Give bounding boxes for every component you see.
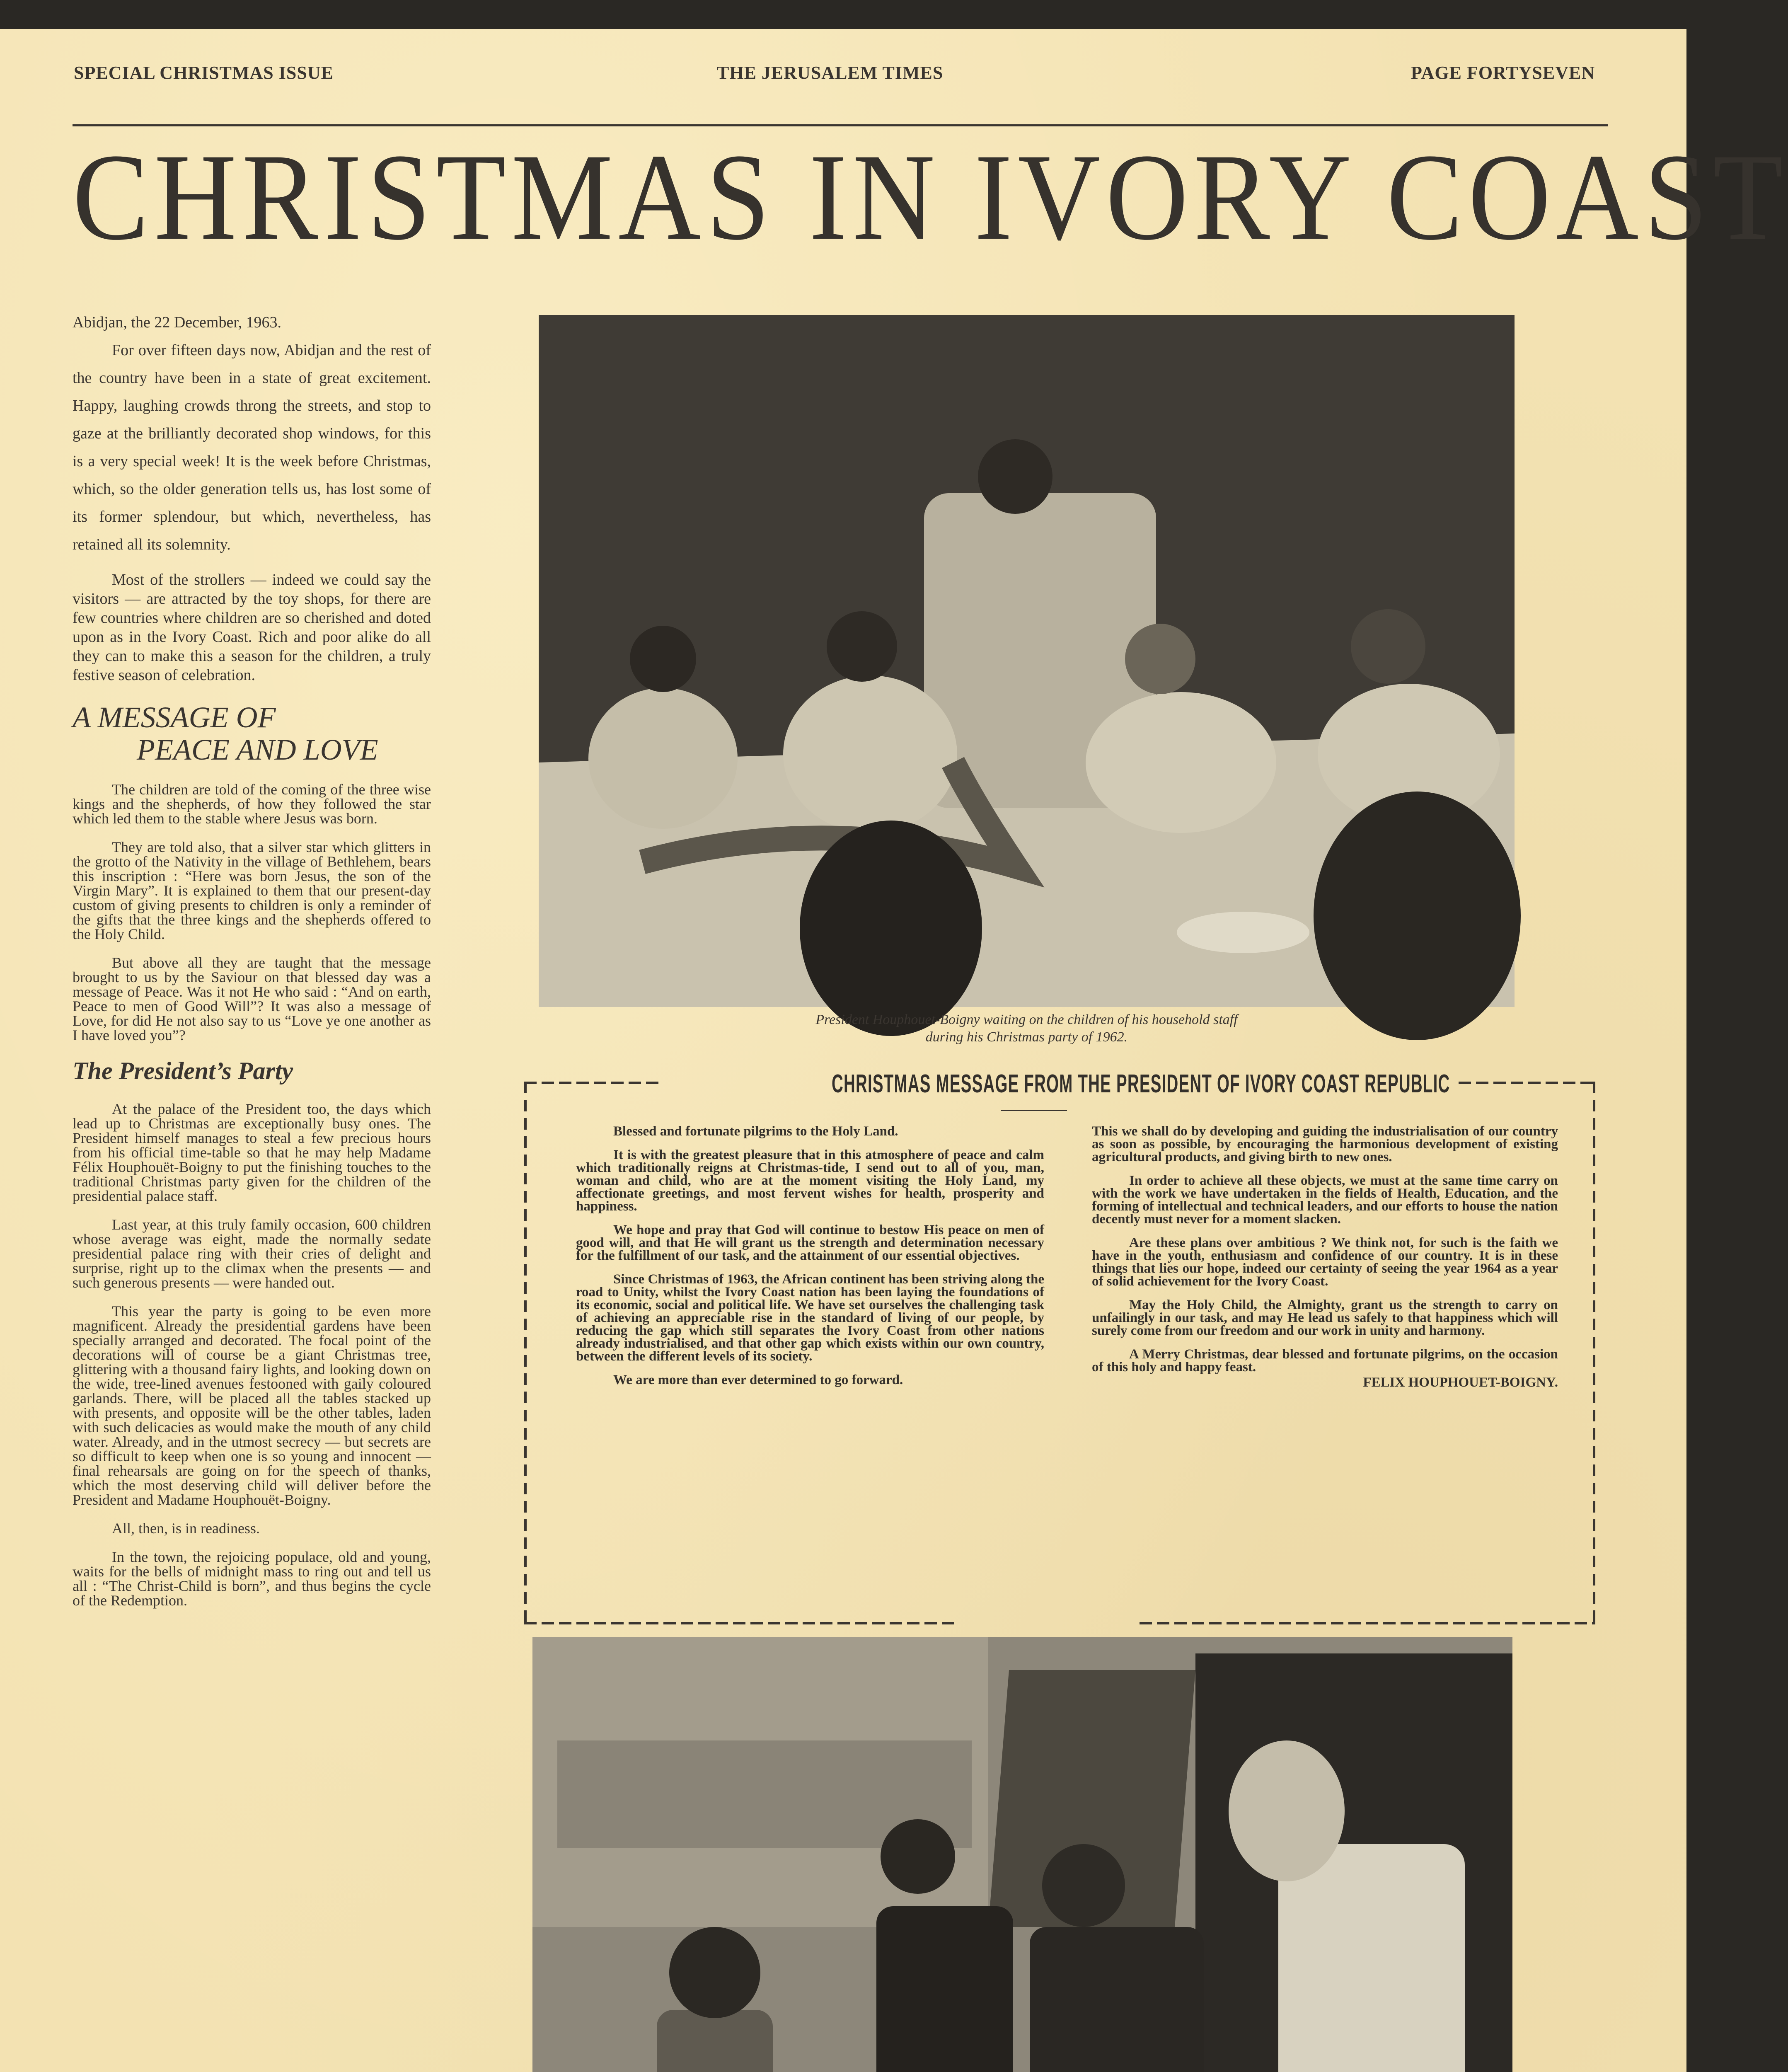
section-heading-presidents-party: The President’s Party <box>73 1057 293 1084</box>
article-intro <box>73 309 431 685</box>
photo-dinner-party-caption <box>539 1011 1515 1046</box>
photo-dinner-party <box>539 315 1515 1007</box>
section-peace-love-body <box>73 782 431 1043</box>
message-paragraph: A Merry Christmas, dear blessed and fortunate pilgrims, on the occasion of this holy and happy feast. <box>1092 1347 1558 1375</box>
box-border-bottom-left <box>524 1622 955 1624</box>
message-paragraph: May the Holy Child, the Almighty, grant us the strength to carry on unfailingly in our task, and may He lead us safely to that happiness which will surely come from our freedom and our work in unity and harmony. <box>1092 1297 1558 1338</box>
box-border-bottom-right <box>1140 1622 1595 1624</box>
article-paragraph: At the palace of the President too, the days which lead up to Christmas are exceptionally busy ones. The President himself manages to steal a few precious hours from his official time-table so that he may help Madame Félix Houphouët-Boigny to put the finishing touches to the traditional Christmas party given for the children of the presidential palace staff. <box>73 1101 431 1204</box>
article-paragraph: In the town, the rejoicing populace, old and young, waits for the bells of midnight mass to ring out and tell us all : “The Christ-Child is born”, and thus begins the cycle of the Redemption. <box>73 1549 431 1609</box>
article-paragraph: They are told also, that a silver star which glitters in the grotto of the Nativity in the village of Bethlehem, bears this inscription : “Here was born Jesus, the son of the Virgin Mary”. It is explained to them that our present-day custom of giving presents to children is only a reminder of the gifts that the three kings and the shepherds offered to the Holy Child. <box>73 839 431 942</box>
message-paragraph: Since Christmas of 1963, the African continent has been striving along the road to Unity, whilst the Ivory Coast nation has been laying the foundations of its economic, social and political life. We have set ourselves the challenging task of achieving an appreciable rise in the standard of living of our people, by reducing the gap which still separates the Ivory Coast from other nations already industrialised, and that other gap which exists within our own country, between the different levels of its society. <box>576 1272 1044 1364</box>
photo-gift-presentation <box>532 1637 1512 2072</box>
message-paragraph: We hope and pray that God will continue to bestow His peace on men of good will, and that He will grant us the strength and determination necessary for the fulfillment of our task, and the attainment of our essential objectives. <box>576 1222 1044 1263</box>
message-column-right <box>1092 1125 1558 1400</box>
message-paragraph: It is with the greatest pleasure that in this atmosphere of peace and calm which traditionally reigns at Christmas-tide, I send out to all of you, man, woman and child, who are at the moment visiting the Holy Land, my affectionate greetings, and most fervent wishes for health, prosperity and happiness. <box>576 1147 1044 1214</box>
box-border-top-left <box>524 1082 661 1084</box>
title-underline <box>1001 1110 1067 1111</box>
article-column <box>73 309 431 1622</box>
running-head-masthead: THE JERUSALEM TIMES <box>717 63 944 83</box>
message-paragraph: We are more than ever determined to go forward. <box>613 1372 903 1387</box>
message-paragraph: In order to achieve all these objects, we must at the same time carry on with the work we have undertaken in the fields of Health, Education, and the forming of intellectual and technical leaders, and our efforts to house the nation decently must never for a moment slacken. <box>1092 1173 1558 1227</box>
headline-text: CHRISTMAS IN IVORY COAST <box>73 128 1788 266</box>
caption-line: during his Christmas party of 1962. <box>925 1029 1128 1045</box>
running-head-issue: SPECIAL CHRISTMAS ISSUE <box>74 63 334 83</box>
article-paragraph: For over fifteen days now, Abidjan and the rest of the country have been in a state of great excitement. Happy, laughing crowds throng the streets, and stop to gaze at the brilliantly decorated shop windows, for this is a very special week! It is the week before Christmas, which, so the older generation tells us, has lost some of its former splendour, but which, nevertheless, has retained all its solemnity. <box>73 341 431 553</box>
photo-dinner-party-image <box>539 315 1515 1007</box>
message-paragraph: Are these plans over ambitious ? We think not, for such is the faith we have in the youth, enthusiasm and confidence of our country. It is in these things that lies our hope, indeed our certainty of seeing the year 1964 as a year of solid achievement for the Ivory Coast. <box>1092 1235 1558 1289</box>
section-heading-peace-love <box>73 701 431 766</box>
article-paragraph: Most of the strollers — indeed we could say the visitors — are attracted by the toy shops, for there are few countries where children are so cherished and doted upon as in the Ivory Coast. Rich and poor alike do all they can to make this a season for the children, a truly festive season of celebration. <box>73 571 431 684</box>
message-signature: FELIX HOUPHOUET-BOIGNY. <box>1363 1375 1558 1390</box>
caption-line: President Houphouet-Boigny waiting on the children of his household staff <box>815 1012 1238 1027</box>
headline <box>73 128 1788 266</box>
message-box-title: CHRISTMAS MESSAGE FROM THE PRESIDENT OF IVORY COAST REPUBLIC <box>832 1070 1450 1098</box>
article-paragraph: All, then, is in readiness. <box>112 1520 260 1537</box>
message-paragraph: Blessed and fortunate pilgrims to the Holy Land. <box>613 1124 898 1139</box>
article-paragraph: The children are told of the coming of the three wise kings and the shepherds, of how they followed the star which led them to the stable where Jesus was born. <box>73 781 431 827</box>
header-rule <box>73 124 1608 126</box>
section-heading-line: A MESSAGE OF <box>73 701 276 734</box>
message-paragraph: This we shall do by developing and guiding the industrialisation of our country as soon as possible, by encouraging the harmonious development of existing agricultural products, and giving birth to new ones. <box>1092 1124 1558 1164</box>
presidential-message-box <box>524 1070 1595 1624</box>
box-border-left <box>524 1082 527 1624</box>
running-head-page-number: PAGE FORTYSEVEN <box>1411 63 1595 83</box>
box-border-right <box>1593 1082 1595 1624</box>
article-paragraph: Last year, at this truly family occasion, 600 children whose average was eight, made the normally sedate presidential palace ring with their cries of delight and surprise, right up to the climax when the presents — and such generous presents — were handed out. <box>73 1216 431 1291</box>
section-presidents-party-body <box>73 1102 431 1608</box>
section-heading-line: PEACE AND LOVE <box>137 733 378 766</box>
dateline: Abidjan, the 22 December, 1963. <box>73 314 281 331</box>
article-paragraph: This year the party is going to be even more magnificent. Already the presidential gardens have been specially arranged and decorated. The focal point of the decorations will of course be a giant Christmas tree, glittering with a thousand fairy lights, and looking down on the wide, tree-lined avenues festooned with gaily coloured garlands. There, will be placed all the tables stacked up with presents, and opposite will be the other tables, laden with such delicacies as would make the mouth of any child water. Already, and in the utmost secrecy — but secrets are so difficult to keep when one is so young and innocent — final rehearsals are going on for the speech of thanks, which the most deserving child will deliver before the President and Madame Houphouët-Boigny. <box>73 1303 431 1508</box>
message-column-left <box>576 1125 1044 1397</box>
article-paragraph: But above all they are taught that the message brought to us by the Saviour on that blessed day was a message of Peace. Was it not He who said : “And on earth, Peace to men of Good Will”? It was also a message of Love, for did He not also say to us “Love ye one another as I have loved you”? <box>73 954 431 1043</box>
photo-gift-presentation-image <box>532 1637 1512 2072</box>
box-border-top-right <box>1459 1082 1595 1084</box>
